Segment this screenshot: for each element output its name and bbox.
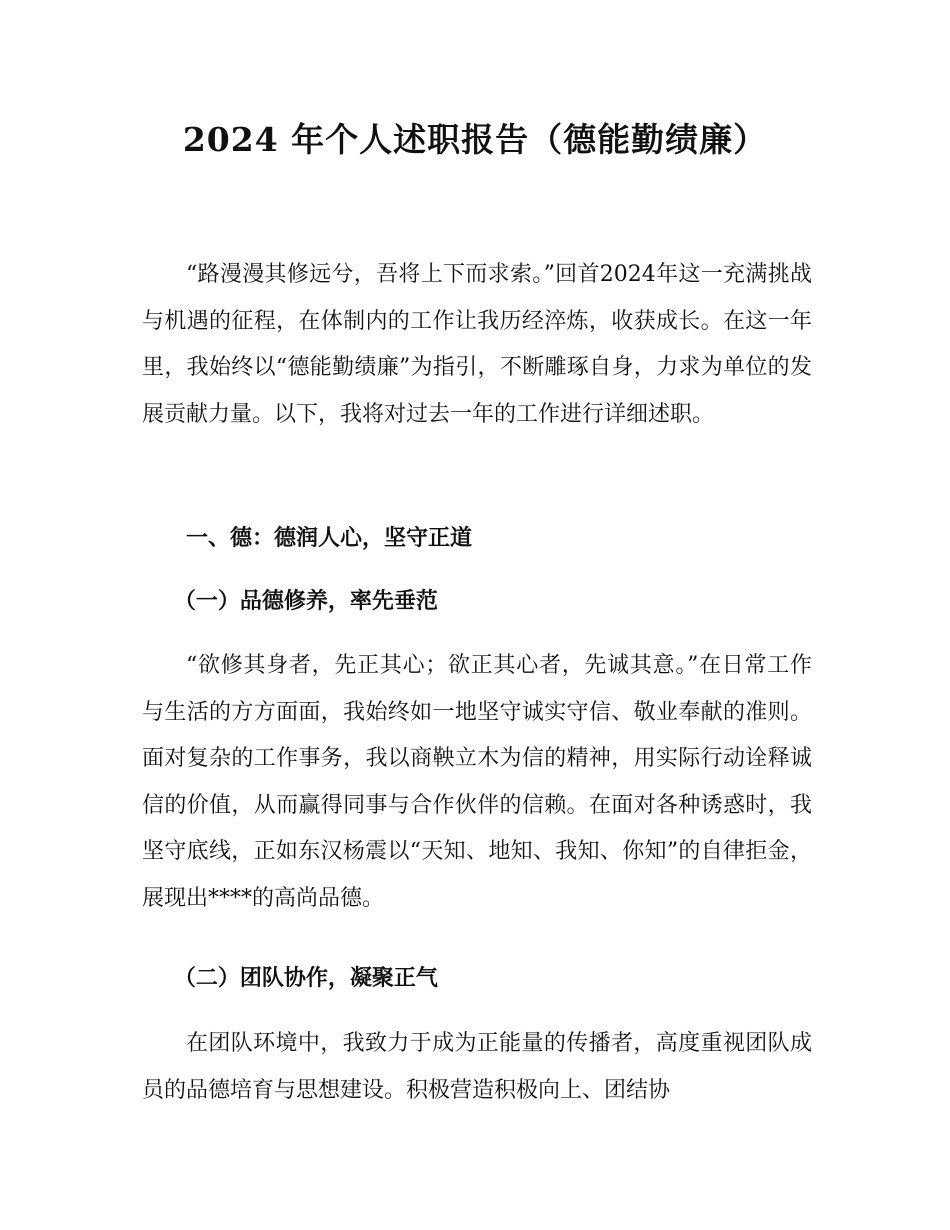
section-heading-virtue: 一、德：德润人心，坚守正道 [186,526,473,551]
team-cooperation-paragraph: 在团队环境中，我致力于成为正能量的传播者，高度重视团队成员的品德培育与思想建设。积极营造积极向上、团结协 [142,1031,812,1103]
subsection-heading-moral-cultivation: （一）品德修养，率先垂范 [173,589,438,614]
subsection-heading-team-cooperation: （二）团队协作，凝聚正气 [173,966,438,991]
intro-paragraph: “路漫漫其修远兮，吾将上下而求索。”回首2024年这一充满挑战与机遇的征程，在体制内的工作让我历经淬炼，收获成长。在这一年里，我始终以“德能勤绩廉”为指引，不断雕琢自身，力求为单位的发展贡献力量。以下，我将对过去一年的工作进行详细述职。 [142,262,812,427]
moral-cultivation-paragraph: “欲修其身者，先正其心；欲正其心者，先诚其意。”在日常工作与生活的方方面面，我始终如一地坚守诚实守信、敬业奉献的准则。面对复杂的工作事务，我以商鞅立木为信的精神，用实际行动诠释诚信的价值，从而赢得同事与合作伙伴的信赖。在面对各种诱惑时，我坚守底线，正如东汉杨震以“天知、地知、我知、你知”的自律拒金，展现出****的高尚品德。 [142,653,812,911]
document-title: 2024 年个人述职报告（德能勤绩廉） [182,120,768,159]
